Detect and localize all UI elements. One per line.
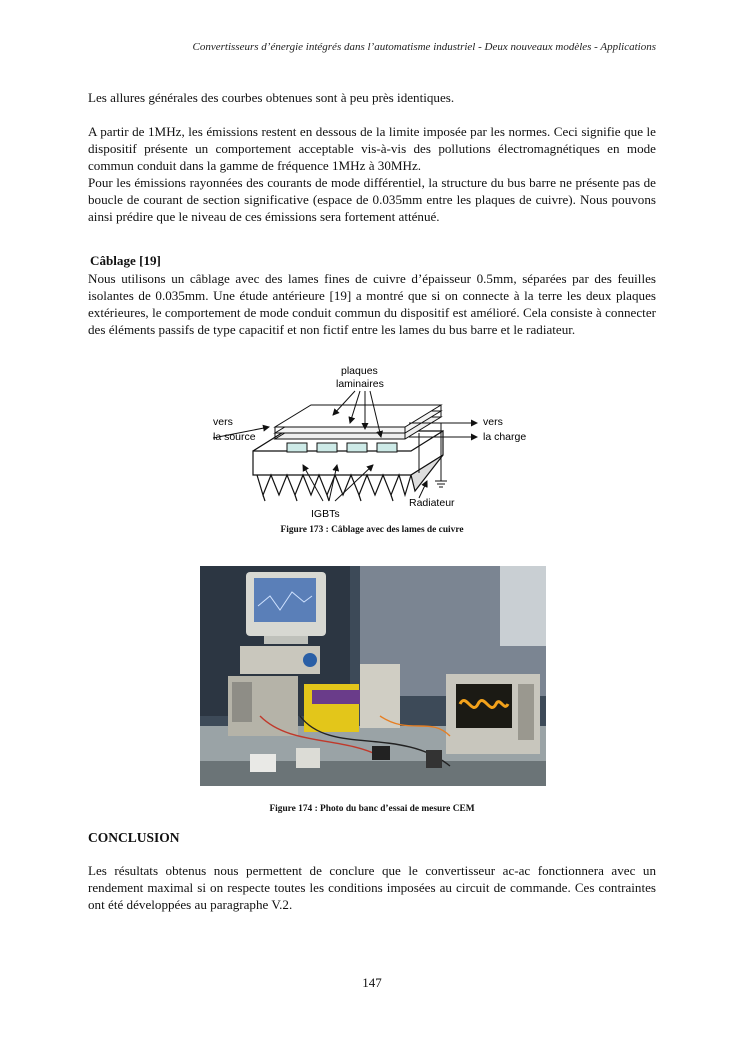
figure-173-caption: Figure 173 : Câblage avec des lames de cuivre (280, 525, 464, 535)
label-radiateur: Radiateur (409, 497, 455, 509)
paragraph-5-text: Les résultats obtenus nous permettent de conclure que le convertisseur ac-ac fonctionnera avec un rendement maximal si on respecte toutes les conditions imposées au circuit de commande. Ces contraintes ont été développées au paragraphe V.2. (88, 863, 656, 912)
section-title-cablage: Câblage [19] (90, 253, 161, 268)
laminated-plates (275, 405, 441, 439)
crt-monitor (246, 572, 326, 644)
figure-174-photo (200, 566, 546, 786)
radiator-shape (253, 431, 443, 501)
paragraph-1 (88, 89, 656, 106)
paragraph-3-text: Pour les émissions rayonnées des courants de mode différentiel, la structure du bus barre ne présente pas de boucle de courant de section significative (espace de 0.035mm entre les plaques de cuivre). Nous pouvons ainsi prédire que le niveau de ces émissions sera fortement atténué. (88, 175, 656, 224)
page-number: 147 (362, 975, 382, 990)
paragraph-5 (88, 862, 656, 913)
label-vers-left: vers (213, 416, 233, 428)
paragraph-2 (88, 123, 656, 174)
oscilloscope (446, 674, 540, 754)
section-title-conclusion: CONCLUSION (88, 830, 180, 845)
paragraph-4 (88, 270, 656, 338)
label-vers-right: vers (483, 416, 503, 428)
running-header: Convertisseurs d’énergie intégrés dans l’automatisme industriel - Deux nouveaux modèles - Applications (192, 41, 656, 53)
figure-174-caption: Figure 174 : Photo du banc d’essai de mesure CEM (269, 804, 475, 814)
label-la-charge: la charge (483, 431, 527, 443)
label-la-source: la source (213, 431, 256, 443)
paragraph-4-text: Nous utilisons un câblage avec des lames fines de cuivre d’épaisseur 0.5mm, séparées par des feuilles isolantes de 0.035mm. Une étude antérieure [19] a montré que si on connecte à la terre les deux plaques extérieures, le comportement de mode conduit commun du dispositif est amélioré. Cela consiste à connecter des éléments passifs de type capacitif et non fictif entre les lames du bus barre et le radiateur. (88, 271, 656, 337)
label-plaques: plaques (341, 365, 378, 377)
figure-173-diagram (205, 363, 535, 521)
label-igbts: IGBTs (311, 508, 340, 520)
paragraph-1-text: Les allures générales des courbes obtenues sont à peu près identiques. (88, 90, 455, 105)
paragraph-3 (88, 174, 656, 225)
paragraph-2-text: A partir de 1MHz, les émissions restent en dessous de la limite imposée par les normes. Ceci signifie que le dispositif présente un comportement acceptable vis-à-vis des pollutions électromagnétiques en mode commun conduit dans la gamme de fréquence 1MHz à 30MHz. (88, 124, 656, 173)
label-laminaires: laminaires (336, 378, 384, 390)
